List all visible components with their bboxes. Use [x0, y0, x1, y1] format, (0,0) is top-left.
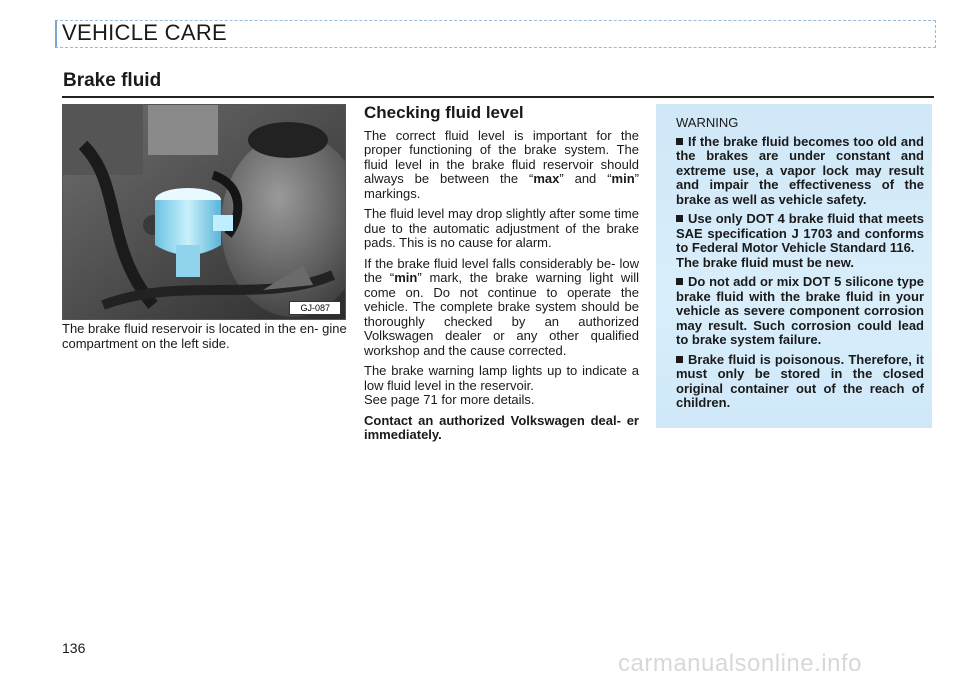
text: ” mark, the brake warning light will come on. Do not continue to operate the vehicle. The complete brake system should be thoroughly checked by an authorized Volkswagen dealer or any other qualified workshop and the cause corrected.: [364, 270, 639, 358]
warning-item: [676, 353, 924, 411]
text: If the brake fluid level falls considerably be- low the “: [364, 255, 639, 285]
text: ” markings.: [364, 171, 639, 201]
brake-reservoir-illustration: [63, 105, 345, 319]
warning-item: [676, 275, 924, 348]
see-page-reference: See page 71 for more details.: [364, 392, 535, 407]
min-mark: min: [611, 171, 635, 186]
section-title: VEHICLE CARE: [62, 20, 227, 45]
heading-rule: [62, 96, 934, 98]
warning-title: WARNING: [676, 115, 739, 130]
page-heading: Brake fluid: [63, 70, 162, 91]
text: ” and “: [559, 171, 612, 186]
warning-content: [676, 116, 924, 416]
paragraph-correct-level: [364, 129, 639, 202]
warning-item-text: Do not add or mix DOT 5 silicone type brake fluid with the brake fluid in your vehicle as severe component corrosion may result. Such corrosion could lead to brake system failure.: [676, 274, 924, 347]
paragraph-level-drop: The fluid level may drop slightly after some time due to the automatic adjustment of the brake pads. This is no cause for alarm.: [364, 206, 639, 250]
bullet-icon: [676, 356, 683, 363]
bullet-icon: [676, 278, 683, 285]
warning-item-text: Use only DOT 4 brake fluid that meets SAE specification J 1703 and conforms to Federal Motor Vehicle Standard 116.: [676, 211, 924, 255]
warning-item-text: Brake fluid is poisonous. Therefore, it must only be stored in the closed original container out of the reach of children.: [676, 351, 924, 410]
paragraph-contact-dealer: Contact an authorized Volkswagen deal- er immediately.: [364, 412, 639, 442]
watermark: carmanualsonline.info: [618, 650, 862, 677]
engine-compartment-photo: [62, 104, 346, 320]
warning-item: [676, 212, 924, 270]
warning-item: [676, 135, 924, 208]
paragraph-warning-lamp: [364, 364, 639, 408]
max-mark: max: [533, 171, 560, 186]
page-number: 136: [62, 640, 86, 656]
bullet-icon: [676, 138, 683, 145]
figure-code-label: GJ-087: [289, 301, 341, 315]
paragraph-warning-light: [364, 257, 639, 359]
figure-caption: The brake fluid reservoir is located in the en- gine compartment on the left side.: [62, 321, 347, 351]
text: The correct fluid level is important for the proper functioning of the brake system. The fluid level in the brake fluid reservoir should always be between the “: [364, 127, 639, 186]
min-mark: min: [394, 270, 418, 285]
checking-fluid-section: [364, 103, 639, 449]
warning-item-extra: The brake fluid must be new.: [676, 254, 854, 270]
checking-title: Checking fluid level: [364, 103, 524, 122]
warning-item-text: If the brake fluid becomes too old and the brakes are under constant and extreme use, a vapor lock may result and impair the effectiveness of the brake as well as vehicle safety.: [676, 133, 924, 207]
bullet-icon: [676, 215, 683, 222]
text: The brake warning lamp lights up to indicate a low fluid level in the reservoir.: [364, 363, 639, 393]
